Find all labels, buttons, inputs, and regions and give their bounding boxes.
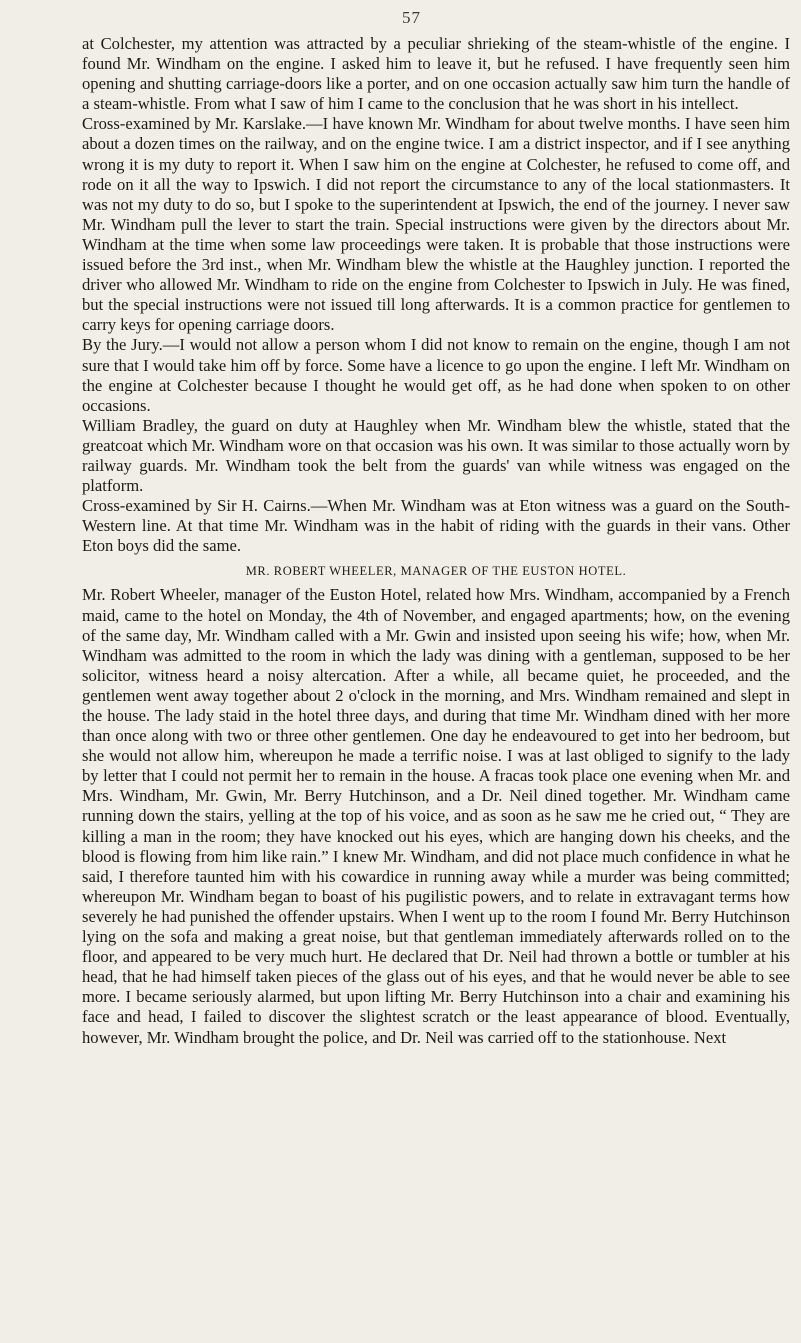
paragraph-cross-examined-cairns: Cross-examined by Sir H. Cairns.—When Mr. Windham was at Eton witness was a guard on the South-Western line. At that time Mr. Windham was in the habit of riding with the guards in their vans. Other Eton boys did the same. [82, 496, 790, 556]
section-heading: MR. ROBERT WHEELER, MANAGER OF THE EUSTON HOTEL. [245, 564, 627, 579]
page-number: 57 [402, 8, 421, 27]
paragraph-robert-wheeler: Mr. Robert Wheeler, manager of the Euston Hotel, related how Mrs. Windham, accompanied by a French maid, came to the hotel on Monday, the 4th of November, and engaged apartments; how, on the evening of the same day, Mr. Windham called with a Mr. Gwin and insisted upon seeing his wife; how, when Mr. Windham was admitted to the room in which the lady was dining with a gentleman, supposed to be her solicitor, witness heard a noisy altercation. After a while, all became quiet, he proceeded, and the gentlemen went away together about 2 o'clock in the morning, and Mrs. Windham remained and slept in the house. The lady staid in the hotel three days, and during that time Mr. Windham dined with her more than once along with two or three other gentlemen. One day he endeavoured to get into her bedroom, but she would not allow him, whereupon he made a terrific noise. I was at last obliged to signify to the lady by letter that I could not permit her to remain in the house. A fracas took place one evening when Mr. and Mrs. Windham, Mr. Gwin, Mr. Berry Hutchinson, and a Dr. Neil dined together. Mr. Windham came running down the stairs, yelling at the top of his voice, and as soon as he saw me he cried out, “ They are killing a man in the room; they have knocked out his eyes, which are hanging down his cheeks, and the blood is flowing from him like rain.” I knew Mr. Windham, and did not place much confidence in what he said, I therefore taunted him with his cowardice in running away while a murder was being committed; whereupon Mr. Windham began to boast of his pugilistic powers, and to relate in extravagant terms how severely he had punished the offender upstairs. When I went up to the room I found Mr. Berry Hutchinson lying on the sofa and making a great noise, but that gentleman immediately afterwards rolled on to the floor, and appeared to be very much hurt. He declared that Dr. Neil had thrown a bottle or tumbler at his head, that he had himself taken pieces of the glass out of his eyes, and that he would never be able to see more. I became seriously alarmed, but upon lifting Mr. Berry Hutchinson into a chair and examining his face and head, I failed to discover the slightest scratch or the least appearance of blood. Eventually, however, Mr. Windham brought the police, and Dr. Neil was carried off to the stationhouse. Next [82, 585, 790, 1047]
paragraph-william-bradley: William Bradley, the guard on duty at Haughley when Mr. Windham blew the whistle, stated that the greatcoat which Mr. Windham wore on that occasion was his own. It was similar to those actually worn by railway guards. Mr. Windham took the belt from the guards' van while witness was engaged on the platform. [82, 415, 790, 496]
body-text [82, 34, 790, 1048]
paragraph-by-the-jury: By the Jury.—I would not allow a person whom I did not know to remain on the engine, though I am not sure that I would take him off by force. Some have a licence to go upon the engine. I left Mr. Windham on the engine at Colchester because I thought he would get off, as he had done when spoken to on other occasions. [82, 335, 790, 415]
paragraph-cross-examined-karslake: Cross-examined by Mr. Karslake.—I have known Mr. Windham for about twelve months. I have seen him about a dozen times on the railway, and on the engine twice. I am a district inspector, and if I see anything wrong it is my duty to report it. When I saw him on the engine at Colchester, he refused to come off, and rode on it all the way to Ipswich. I did not report the circumstance to any of the local stationmasters. It was not my duty to do so, but I spoke to the superintendent at Ipswich, the end of the journey. I never saw Mr. Windham pull the lever to start the train. Special instructions were given by the directors about Mr. Windham at the time when some law proceedings were taken. It is probable that those instructions were issued before the 3rd inst., when Mr. Windham blew the whistle at the Haughley junction. I reported the driver who allowed Mr. Windham to ride on the engine from Colchester to Ipswich in July. He was fined, but the special instructions were not issued till long afterwards. It is a common practice for gentlemen to carry keys for opening carriage doors. [82, 114, 790, 335]
paragraph-inspector-testimony-end: at Colchester, my attention was attracted by a peculiar shrieking of the steam-whistle of the engine. I found Mr. Windham on the engine. I asked him to leave it, but he refused. I have frequently seen him opening and shutting carriage-doors like a porter, and on one occasion actually saw him turn the handle of a steam-whistle. From what I saw of him I came to the conclusion that he was short in his intellect. [82, 34, 790, 114]
